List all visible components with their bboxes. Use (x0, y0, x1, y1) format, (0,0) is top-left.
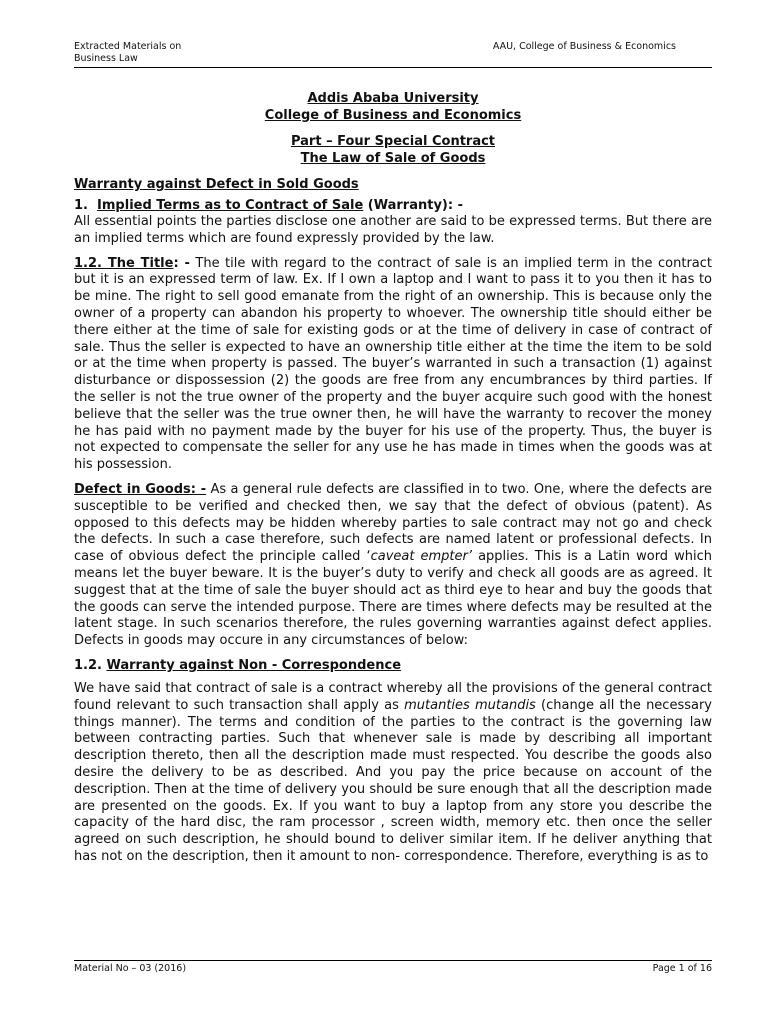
heading-non-correspondence (74, 658, 712, 673)
title-block (74, 91, 712, 167)
paragraph-title (74, 256, 712, 474)
title-colon: : - (173, 255, 190, 271)
header-left-line2: Business Law (74, 53, 138, 64)
header-right: AAU, College of Business & Economics (492, 41, 676, 52)
defect-body2: applies. This is a Latin word which means let the buyer beware. It is the buyer’s duty to verify and check all goods are as agreed. It suggest that at the time of sale the buyer should act as third eye to hear and buy the goods that the goods can serve the intended purpose. There are times where defects may be resulted at the latent stage. In such scenarios therefore, the rules governing warranties against defect applies. Defects in goods may occure in any circumstances of below: (74, 549, 712, 649)
heading-number-2: 1.2. (74, 657, 102, 673)
college-title: College of Business and Economics (264, 107, 522, 123)
page-footer (74, 960, 712, 974)
footer-page-number: Page 1 of 16 (652, 963, 712, 974)
heading-implied-terms (74, 198, 712, 213)
heading-text: Implied Terms as to Contract of Sale (97, 198, 364, 213)
document-body (74, 91, 712, 874)
header-left-line1: Extracted Materials on (74, 41, 182, 52)
title-body: The tile with regard to the contract of sale is an implied term in the contract but it is an expressed term of law. Ex. If I own a laptop and I want to pass it to you then it has to be mine. The right to sell good emanate from the right of an ownership. This is because only the owner of a property can abandon his property to whoever. The ownership title should either be there either at the time of sale for existing gods or at the time of delivery in case of contract of sale. Thus the seller is expected to have an ownership title either at the time the item to be sold or at the time when property is passed. The buyer’s warranted in such a transaction (1) against disturbance or dispossession (2) the goods are free from any encumbrances by third parties. If the seller is not the true owner of the property and the buyer acquire such good with the honest believe that the seller was the true owner then, he will have the warranty to recover the money he has paid with no payment made by the buyer for his use of the property. Thus, the buyer is not expected to compensate the seller for any use he has made in times when the goods was at his possession. (74, 255, 713, 473)
law-title: The Law of Sale of Goods (300, 150, 486, 166)
nc-body1: We have said that contract of sale is a contract whereby all the provisions of the general contract found relevant to such transaction shall apply as (74, 680, 712, 713)
paragraph-defect (74, 482, 712, 650)
heading-text-2: Warranty against Non - Correspondence (106, 657, 402, 673)
title-lead: 1.2. The Title (74, 255, 174, 271)
section-title: Warranty against Defect in Sold Goods (74, 177, 359, 192)
defect-body1: As a general rule defects are classified in to two. One, where the defects are susceptible to be verified and checked then, we say that the defect of obvious (patent). As opposed to this defects may be hidden whereby parties to sale contract may not go and check the defects. In such a case therefore, such defects are named latent or professional defects. In case of obvious defect the principle called ‘ (74, 481, 712, 565)
heading-suffix: (Warranty): - (363, 198, 463, 213)
part-title: Part – Four Special Contract (290, 134, 496, 149)
defect-italic: caveat empter’ (370, 549, 473, 565)
paragraph-non-correspondence (74, 681, 712, 866)
header-left (74, 41, 274, 65)
page-header (74, 41, 712, 68)
university-title: Addis Ababa University (307, 91, 479, 106)
paragraph-implied-terms: All essential points the parties disclose one another are said to be expressed terms. But there are an implied terms which are found expressly provided by the law. (74, 214, 712, 246)
nc-body2: (change all the necessary things manner). The terms and condition of the parties to the contract is the governing law between contracting parties. Such that whenever sale is made by describing all important description thereto, then all the description made must respected. You describe the goods also desire the delivery to be as described. And you pay the price because on account of the description. Then at the time of delivery you should be sure enough that all the description made are presented on the goods. Ex. If you want to buy a laptop from any store you describe the capacity of the hard disc, the ram processor , screen width, memory etc. then once the seller agreed on such description, he should bound to deliver similar item. If he deliver anything that has not on the description, then it amount to non- correspondence. Therefore, everything is as to (74, 697, 712, 864)
nc-italic: mutanties mutandis (404, 697, 536, 713)
footer-left: Material No – 03 (2016) (74, 963, 187, 974)
heading-number: 1. (74, 198, 88, 213)
defect-lead: Defect in Goods: - (74, 481, 207, 497)
